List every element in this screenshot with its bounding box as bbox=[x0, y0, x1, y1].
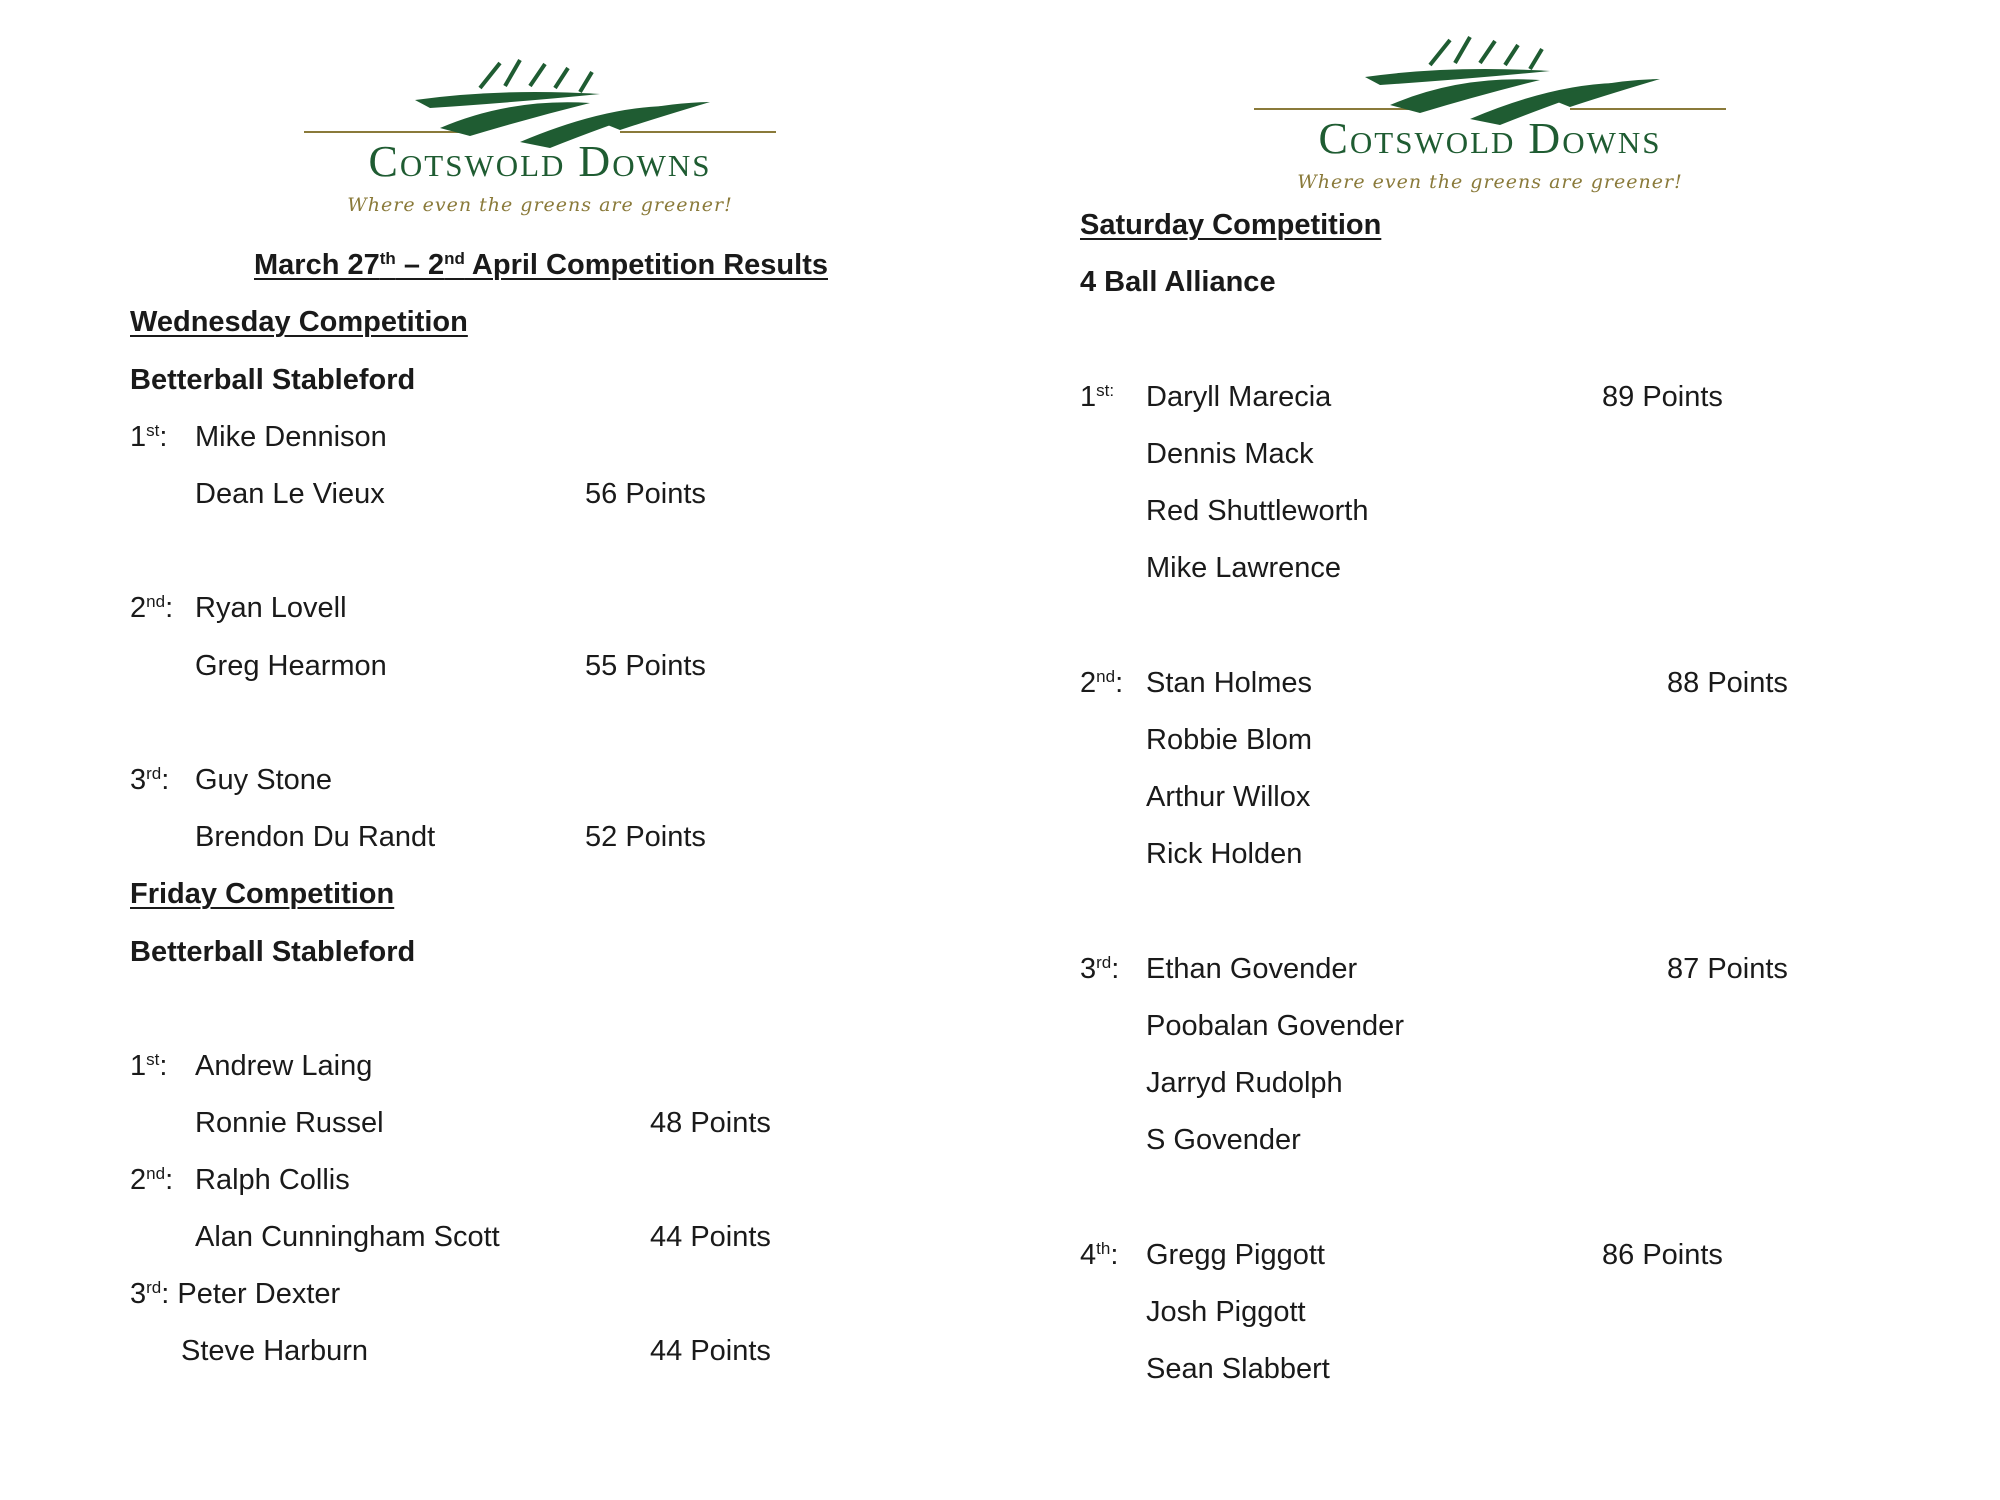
sat-place-3: 3rd: bbox=[1080, 953, 1120, 985]
fri-place-1: 1st: bbox=[130, 1050, 168, 1082]
wed-points: 52 Points bbox=[585, 821, 706, 853]
logo-left-tagline: Where even the greens are greener! bbox=[347, 194, 733, 216]
fri-points: 48 Points bbox=[650, 1107, 771, 1139]
logo-right bbox=[1250, 35, 1730, 215]
fri-place-2: 2nd: bbox=[130, 1164, 174, 1196]
wed-player: Greg Hearmon bbox=[195, 650, 387, 682]
sat-player: Dennis Mack bbox=[1146, 438, 1314, 470]
sat-player: Arthur Willox bbox=[1146, 781, 1311, 813]
page-title: March 27th – 2nd April Competition Results bbox=[254, 249, 828, 281]
sat-player: Mike Lawrence bbox=[1146, 552, 1342, 584]
logo-right-name: Cotswold Downs bbox=[1318, 114, 1662, 163]
sat-player: Red Shuttleworth bbox=[1146, 495, 1369, 527]
wed-place-3: 3rd: bbox=[130, 764, 170, 796]
wed-player: Ryan Lovell bbox=[195, 592, 347, 624]
sat-place-2: 2nd: bbox=[1080, 667, 1124, 699]
saturday-format: 4 Ball Alliance bbox=[1080, 266, 1276, 298]
wed-player: Brendon Du Randt bbox=[195, 821, 436, 853]
friday-format: Betterball Stableford bbox=[130, 936, 416, 968]
fri-player: Ronnie Russel bbox=[195, 1107, 384, 1139]
fri-player: Andrew Laing bbox=[195, 1050, 373, 1082]
wed-points: 55 Points bbox=[585, 650, 706, 682]
wednesday-format: Betterball Stableford bbox=[130, 364, 416, 396]
sat-player: Daryll Marecia bbox=[1146, 381, 1332, 413]
sat-player: Robbie Blom bbox=[1146, 724, 1313, 756]
sat-points: 88 Points bbox=[1667, 667, 1788, 699]
fri-place-3: 3rd: Peter Dexter bbox=[130, 1278, 341, 1310]
fri-points: 44 Points bbox=[650, 1335, 771, 1367]
fri-player: Peter Dexter bbox=[177, 1278, 341, 1310]
wed-place-1: 1st: bbox=[130, 421, 168, 453]
fri-player: Ralph Collis bbox=[195, 1164, 350, 1196]
sat-player: Jarryd Rudolph bbox=[1146, 1067, 1343, 1099]
sat-player: Poobalan Govender bbox=[1146, 1010, 1404, 1042]
fri-points: 44 Points bbox=[650, 1221, 771, 1253]
sat-player: Sean Slabbert bbox=[1146, 1353, 1330, 1385]
sat-place-1: $1^{st:}$ bbox=[1080, 381, 1115, 413]
sat-player: Rick Holden bbox=[1146, 838, 1303, 870]
sat-points: 86 Points bbox=[1602, 1239, 1723, 1271]
fri-player: Steve Harburn bbox=[181, 1335, 368, 1367]
sat-player: Stan Holmes bbox=[1146, 667, 1313, 699]
sat-player: Ethan Govender bbox=[1146, 953, 1358, 985]
logo-right-tagline: Where even the greens are greener! bbox=[1297, 171, 1683, 193]
saturday-heading: Saturday Competition bbox=[1080, 209, 1382, 241]
logo-left bbox=[300, 58, 780, 238]
sat-points: 87 Points bbox=[1667, 953, 1788, 985]
wednesday-heading: Wednesday Competition bbox=[130, 306, 468, 338]
friday-heading: Friday Competition bbox=[130, 878, 395, 910]
sat-player: Josh Piggott bbox=[1146, 1296, 1306, 1328]
sat-player: S Govender bbox=[1146, 1124, 1301, 1156]
wed-player: Dean Le Vieux bbox=[195, 478, 385, 510]
wed-place-2: 2nd: bbox=[130, 592, 174, 624]
logo-left-name: Cotswold Downs bbox=[368, 137, 712, 186]
fri-player: Alan Cunningham Scott bbox=[195, 1221, 500, 1253]
sat-player: Gregg Piggott bbox=[1146, 1239, 1325, 1271]
wed-player: Guy Stone bbox=[195, 764, 333, 796]
sat-points: 89 Points bbox=[1602, 381, 1723, 413]
wed-points: 56 Points bbox=[585, 478, 706, 510]
wed-player: Mike Dennison bbox=[195, 421, 387, 453]
sat-place-4: 4th: bbox=[1080, 1239, 1119, 1271]
